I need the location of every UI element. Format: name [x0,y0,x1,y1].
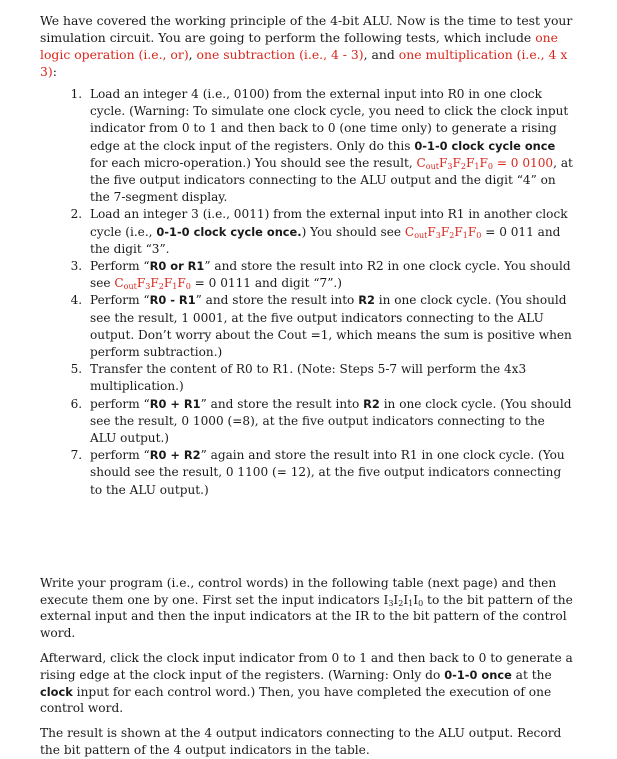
para-text: Write your program (i.e., control words) in the following table (next page) and then execute them one by one. First set the input indicators I [40,575,557,607]
step-bold: R2 [358,293,375,308]
step-text: ) You should see [301,224,405,239]
step-5: 5. Transfer the content of R0 to R1. (Note: Steps 5-7 will perform the 4x3 multiplication.) [86,361,573,395]
step-bold: R2 [363,396,380,411]
input-sub: 2 [398,598,404,608]
input-sub: 0 [418,598,424,608]
flag-sub: 2 [158,282,164,292]
input-letter: I [403,592,409,607]
input-sub: 3 [388,598,394,608]
step-bold: R0 or R1 [149,259,205,274]
flag-sub: 0 [487,161,493,171]
flags-expression [114,276,190,290]
flag-sub: 3 [447,161,453,171]
para-bold: clock [40,684,73,699]
flag-f: F [452,155,461,170]
step-2 [86,206,573,258]
test-steps-list [40,86,573,499]
intro-text: We have covered the working principle of the 4-bit ALU. Now is the time to test your simulation circuit. You are going to perform the following tests, which include [40,13,573,45]
clock-instructions-paragraph [40,650,573,717]
step-bold: 0-1-0 clock cycle once. [156,224,302,239]
flag-f: F [465,155,475,170]
para-bold: 0-1-0 once [444,667,512,682]
flag-sub: out [123,282,137,292]
flag-result: = 0 011 [481,224,534,239]
flag-c: C [404,224,415,239]
flag-sub: 3 [145,282,151,292]
flag-sub: 0 [185,282,191,292]
step-bold: R0 - R1 [149,293,196,308]
logic-test-label: one logic operation (i.e., or) [40,30,558,62]
flag-f: F [177,276,186,291]
intro-sep: , and [363,47,399,62]
flag-f: F [467,224,477,239]
flag-c: C [114,276,124,291]
para-text: input for each control word.) Then, you have completed the execution of one control word. [40,684,552,716]
step-text: ” and store the result into [195,293,359,308]
step-4 [86,292,573,361]
input-letter: I [393,592,399,607]
step-text: Perform “ [90,259,150,274]
flag-sub: 0 [476,230,482,240]
program-instructions-paragraph [40,575,573,642]
step-text: for each micro-operation.) You should see the result, [90,155,417,170]
flag-sub: 2 [460,161,466,171]
input-sub: 1 [408,598,414,608]
step-bold: R0 + R2 [149,448,201,463]
step-text: and digit “7”.) [250,276,342,291]
step-text: Perform “ [90,293,150,308]
flag-result: = 0 0100 [492,155,554,170]
step-text: perform “ [90,448,150,463]
flag-sub: 3 [435,230,441,240]
step-text: ” and store the result into R2 in one clock cycle. You should see [90,259,571,291]
flag-f: F [427,224,436,239]
step-text: Load an integer 4 (i.e., 0100) from the external input into R0 in one clock cycle. (Warning: To simulate one clock cycle, you need to click the clock input indicator from 0 to 1 and then back to 0 (one time only) to generate a rising edge at the clock input of the registers. Only do this [90,87,569,153]
flag-sub: out [414,230,428,240]
flags-expression [405,225,481,239]
flag-f: F [150,276,159,291]
step-1 [86,86,573,206]
step-bold: R0 + R1 [149,396,201,411]
para-text: at the [511,667,552,682]
result-instructions-paragraph: The result is shown at the 4 output indicators connecting to the ALU output. Record the bit pattern of the 4 output indicators in the table. [40,726,562,758]
step-bold: 0-1-0 clock cycle once [414,138,556,153]
flag-sub: 1 [474,161,480,171]
step-text: in one clock cycle. (You should see the result, 1 0001, at the five output indicators connecting to the ALU output. Don’t worry about the Cout =1, which means the sum is positive when perform subtraction.) [90,293,572,360]
flag-sub: 1 [172,282,178,292]
para-text: Afterward, click the clock input indicator from 0 to 1 and then back to 0 to generate a rising edge at the clock input of the registers. (Warning: Only do [40,651,573,682]
step-text: , at the five output indicators connecting to the ALU output and the digit “4” on the 7-segment display. [90,155,573,205]
step-text: ” and store the result into [200,396,364,411]
step-3 [86,258,573,292]
flag-f: F [163,276,173,291]
intro-paragraph [40,12,573,80]
step-text: perform “ [90,396,150,411]
step-text: and the digit “3”. [90,224,561,256]
flag-f: F [454,224,463,239]
input-letter: I [413,592,419,607]
flag-f: F [136,276,146,291]
flag-sub: 1 [462,230,468,240]
flag-sub: 2 [449,230,455,240]
flag-result: = 0 0111 [190,276,251,291]
flag-f: F [479,155,488,170]
flag-f: F [438,155,448,170]
flags-expression [417,156,554,170]
flag-c: C [416,155,426,170]
step-text: Load an integer 3 (i.e., 0011) from the external input into R1 in another clock cycle (i.e., [90,207,568,239]
step-text: in one clock cycle. (You should see the result, 0 1000 (=8), at the five output indicators connecting to the ALU output.) [90,396,572,446]
flag-f: F [440,224,450,239]
step-text: ” again and store the result into R1 in one clock cycle. (You should see the result, 0 1100 (= 12), at the five output indicators connecting to the ALU output.) [90,448,565,497]
intro-end: : [52,64,57,79]
subtraction-test-label: one subtraction (i.e., 4 - 3) [196,47,364,62]
step-6 [86,396,573,448]
para-text: to the bit pattern of the external input and then the input indicators at the IR to the bit pattern of the control word. [40,592,573,641]
step-7 [86,447,573,499]
flag-sub: out [425,161,439,171]
intro-sep: , [188,47,197,62]
blank-space [40,499,573,575]
multiplication-test-label: one multiplication (i.e., 4 x 3) [40,47,568,79]
